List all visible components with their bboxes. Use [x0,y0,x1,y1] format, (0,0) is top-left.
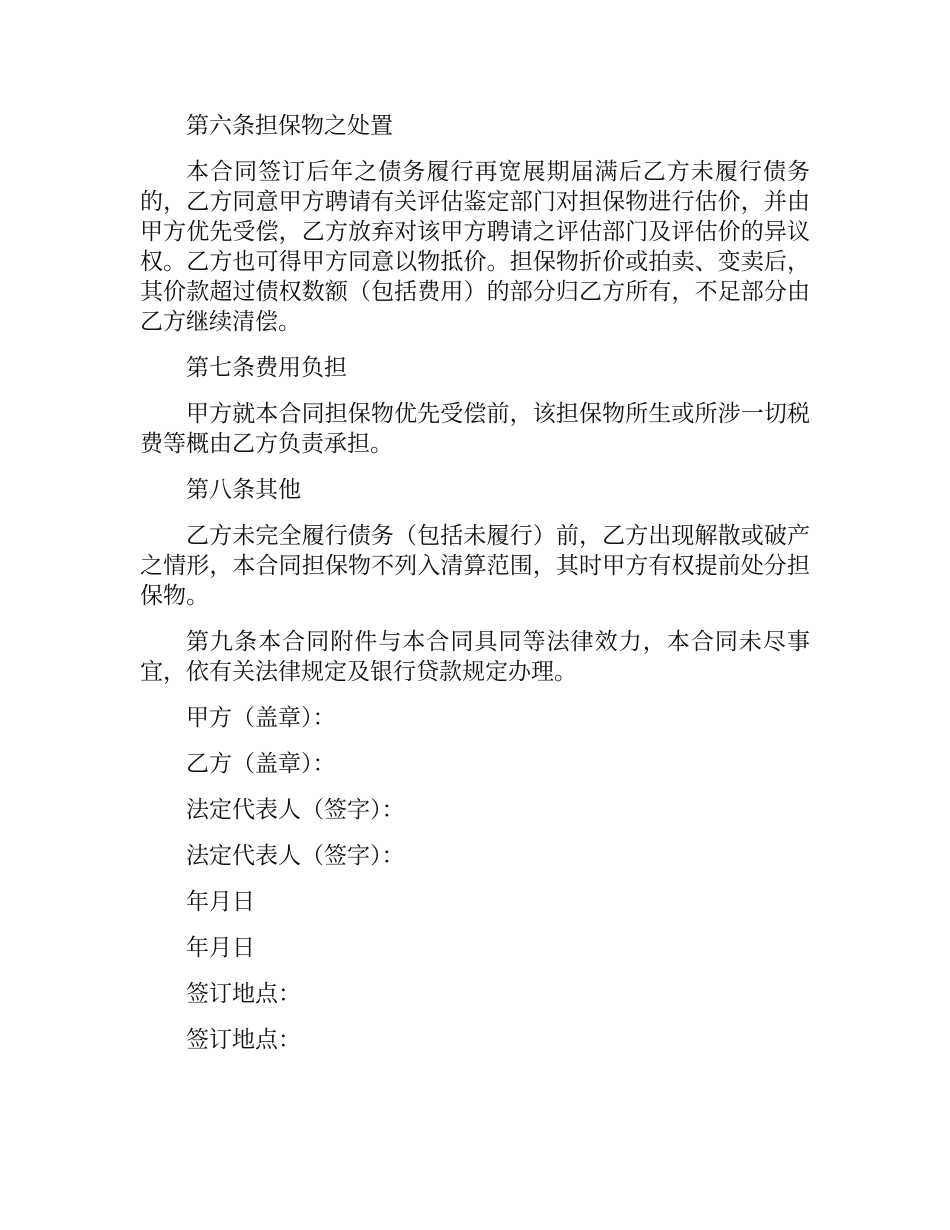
party-b-signing-place-line: 签订地点： [186,1027,301,1053]
party-b-date-line: 年月日 [186,935,255,961]
party-b-representative-line: 法定代表人（签字）： [186,843,405,869]
article-7-text: 甲方就本合同担保物优先受偿前，该担保物所生或所涉一切税费等概由乙方负责承担。 [140,401,810,457]
article-8-text: 乙方未完全履行债务（包括未履行）前，乙方出现解散或破产之情形，本合同担保物不列入清算范围，其时甲方有权提前处分担保物。 [140,523,810,609]
article-6-text: 本合同签订后年之债务履行再宽展期届满后乙方未履行债务的，乙方同意甲方聘请有关评估鉴定部门对担保物进行估价，并由甲方优先受偿，乙方放弃对该甲方聘请之评估部门及评估价的异议权。乙方也可得甲方同意以物抵价。担保物折价或拍卖、变卖后，其价款超过债权数额（包括费用）的部分归乙方所有，不足部分由乙方继续清偿。 [140,159,810,335]
article-8-heading: 第八条其他 [186,477,301,503]
party-b-seal-line: 乙方（盖章）： [186,751,336,777]
document-body [140,111,810,1071]
party-a-date-line: 年月日 [186,889,255,915]
article-7-heading: 第七条费用负担 [186,355,347,381]
article-9-text: 第九条本合同附件与本合同具同等法律效力，本合同未尽事宜，依有关法律规定及银行贷款规定办理。 [140,629,810,685]
party-a-representative-line: 法定代表人（签字）： [186,797,405,823]
party-a-signing-place-line: 签订地点： [186,981,301,1007]
article-6-heading: 第六条担保物之处置 [186,113,393,139]
party-a-seal-line: 甲方（盖章）： [186,705,336,731]
